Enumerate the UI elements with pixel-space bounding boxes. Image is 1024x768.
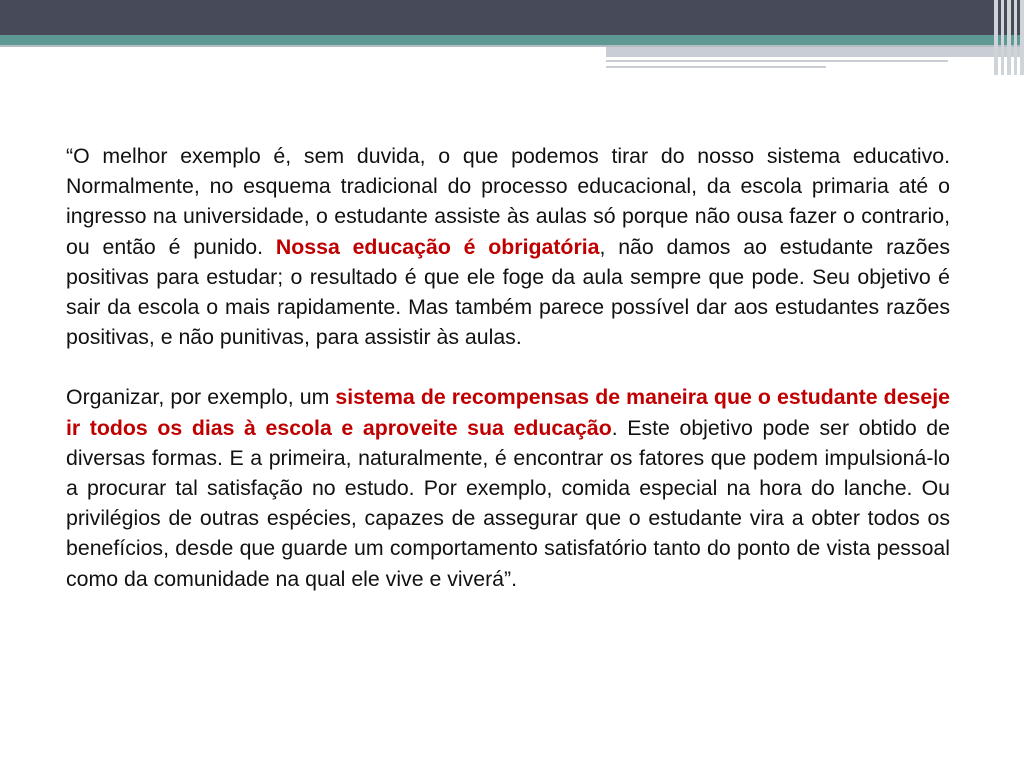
header-dark-band: [0, 0, 1024, 35]
header-vertical-bar: [1020, 0, 1024, 75]
paragraph-1-highlight: Nossa educação é obrigatória: [275, 234, 600, 259]
paragraph-2-text-after: . Este objetivo pode ser obtido de diversas formas. E a primeira, naturalmente, é encontrar os fatores que podem impulsioná-lo a procurar tal satisfação no estudo. Por exemplo, comida especial na hora do lanche. Ou privilégios de outras espécies, capazes de assegurar que o estudante vira a obter todos os benefícios, desde que guarde um comportamento satisfatório tanto do ponto de vista pessoal como da comunidade na qual ele vive e viverá”.: [66, 415, 950, 591]
header-vertical-bar: [1007, 0, 1011, 75]
header-vertical-bar: [994, 0, 998, 75]
paragraph-1-text-before: “O melhor exemplo é, sem duvida, o que podemos tirar do nosso sistema educativo. Normalmente, no esquema tradicional do processo educacional, da escola primaria até o ingresso na universidade, o estudante assiste às aulas só porque não ousa fazer o contrario, ou então é punido.: [66, 144, 950, 259]
header-accent-block: [606, 47, 1024, 57]
paragraph-2-text-before: Organizar, por exemplo, um: [66, 385, 336, 410]
paragraph-2-highlight: sistema de recompensas de maneira que o estudante deseje ir todos os dias à escola e aproveite sua educação: [66, 385, 950, 440]
slide-body: [66, 141, 950, 594]
paragraph-2: [66, 382, 950, 593]
header-vertical-bar: [1014, 0, 1017, 75]
paragraph-1-text-after: , não damos ao estudante razões positivas para estudar; o resultado é que ele foge da aula sempre que pode. Seu objetivo é sair da escola o mais rapidamente. Mas também parece possível dar aos estudantes razões positivas, e não punitivas, para assistir às aulas.: [66, 234, 950, 350]
header-accent-line: [606, 60, 948, 62]
header-teal-stripe: [0, 35, 1024, 45]
header-accent-line-short: [606, 66, 826, 68]
paragraph-1: [66, 141, 950, 352]
header-vertical-bar: [1001, 0, 1004, 75]
